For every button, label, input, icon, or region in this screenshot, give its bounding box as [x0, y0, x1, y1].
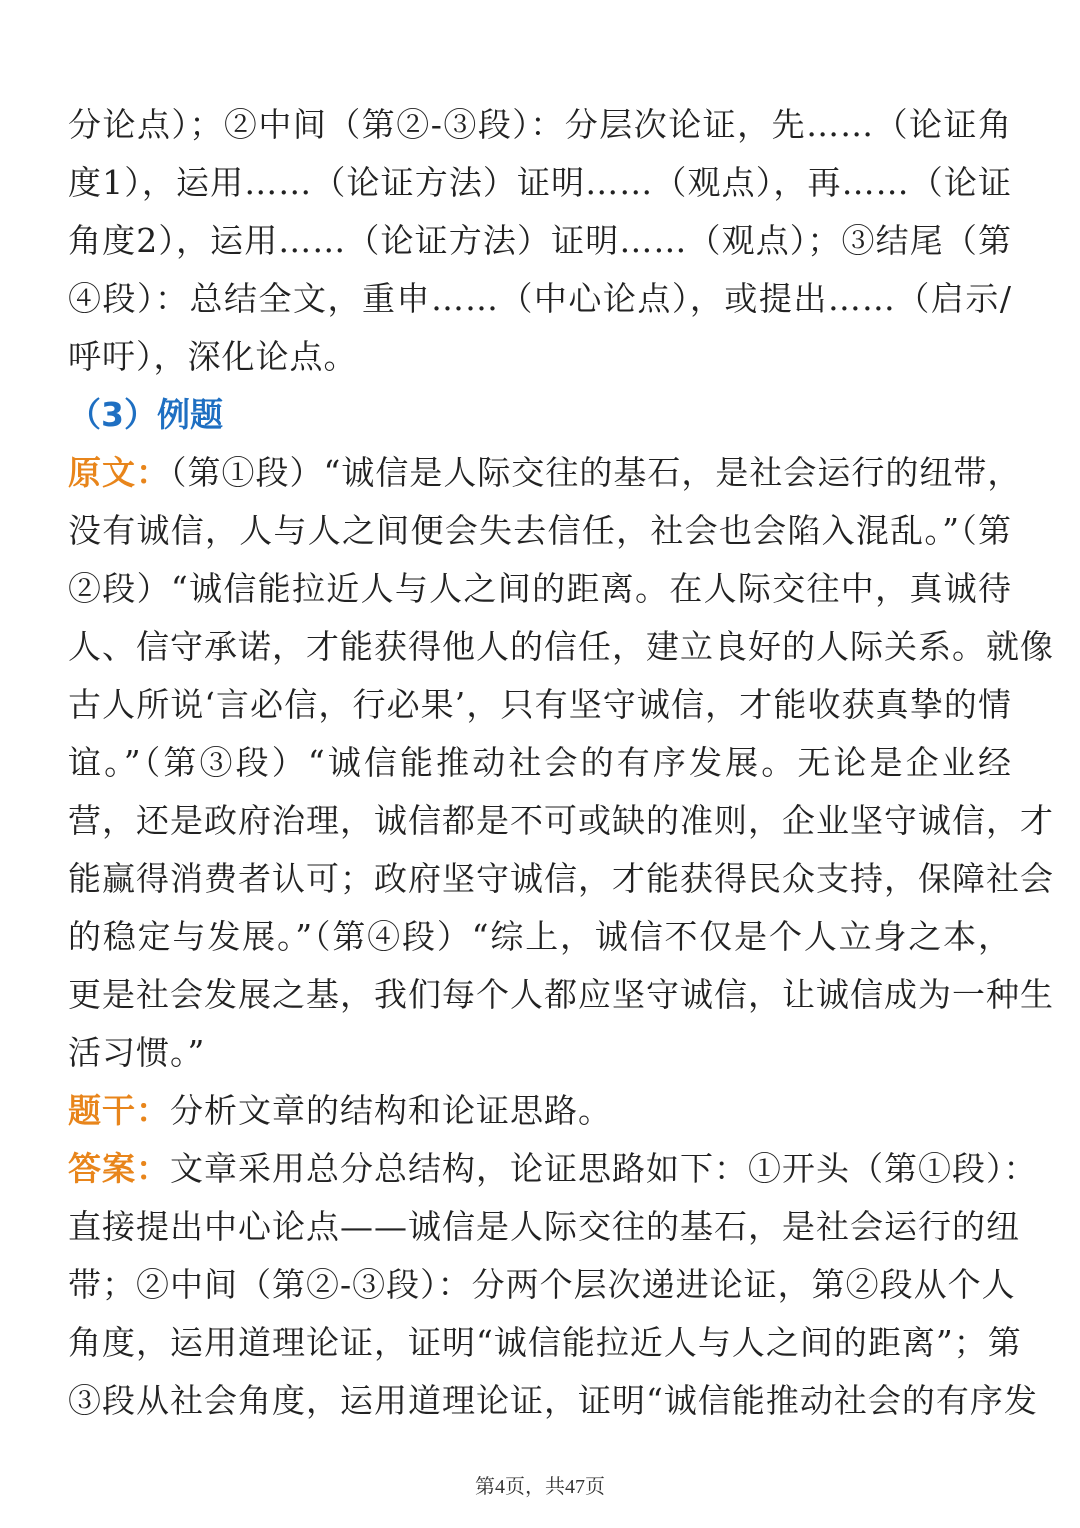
intro-line-1: 分论点）；②中间（第②-③段）：分层次论证，先……（论证角 [68, 105, 1012, 144]
question-line [68, 1082, 1012, 1140]
section-heading: （3）例题 [68, 395, 223, 434]
answer-line-3: 带；②中间（第②-③段）：分两个层次递进论证，第②段从个人 [68, 1265, 1016, 1304]
original-line-10: 更是社会发展之基，我们每个人都应坚守诚信，让诚信成为一种生 [68, 975, 1054, 1014]
intro-line-5: 呼吁），深化论点。 [68, 337, 358, 376]
original-line-9: 的稳定与发展。”（第④段）“综上，诚信不仅是个人立身之本， [68, 917, 1012, 956]
original-line-2: 没有诚信，人与人之间便会失去信任，社会也会陷入混乱。”（第 [68, 511, 1012, 550]
original-first-line: （第①段）“诚信是人际交往的基石，是社会运行的纽带， [170, 453, 1022, 492]
original-line-3: ②段）“诚信能拉近人与人之间的距离。在人际交往中，真诚待 [68, 569, 1012, 608]
document-page [68, 96, 1054, 1430]
original-line-8: 能赢得消费者认可；政府坚守诚信，才能获得民众支持，保障社会 [68, 859, 1054, 898]
original-line-4: 人、信守承诺，才能获得他人的信任，建立良好的人际关系。就像 [68, 627, 1054, 666]
original-line-1 [68, 444, 1022, 502]
answer-label: 答案： [68, 1149, 170, 1188]
original-label: 原文： [68, 453, 170, 492]
original-line-11: 活习惯。” [68, 1033, 206, 1072]
original-line-7: 营，还是政府治理，诚信都是不可或缺的准则，企业坚守诚信，才 [68, 801, 1054, 840]
answer-first-line: 文章采用总分总结构，论证思路如下：①开头（第①段）： [170, 1149, 1038, 1188]
question-label: 题干： [68, 1091, 170, 1130]
page-number-footer: 第4页，共47页 [475, 1476, 605, 1498]
intro-line-3: 角度2），运用……（论证方法）证明……（观点）；③结尾（第 [68, 221, 1012, 260]
original-line-5: 古人所说‘言必信，行必果’，只有坚守诚信，才能收获真挚的情 [68, 685, 1012, 724]
original-line-6: 谊。”（第③段）“诚信能推动社会的有序发展。无论是企业经 [68, 743, 1012, 782]
answer-line-1 [68, 1140, 1038, 1198]
intro-line-2: 度1），运用……（论证方法）证明……（观点），再……（论证 [68, 163, 1012, 202]
answer-line-2: 直接提出中心论点——诚信是人际交往的基石，是社会运行的纽 [68, 1207, 1020, 1246]
answer-line-4: 角度，运用道理论证，证明“诚信能拉近人与人之间的距离”；第 [68, 1323, 1022, 1362]
question-text: 分析文章的结构和论证思路。 [170, 1091, 612, 1130]
answer-line-5: ③段从社会角度，运用道理论证，证明“诚信能推动社会的有序发 [68, 1381, 1038, 1420]
intro-line-4: ④段）：总结全文，重申……（中心论点），或提出……（启示/ [68, 279, 1012, 318]
